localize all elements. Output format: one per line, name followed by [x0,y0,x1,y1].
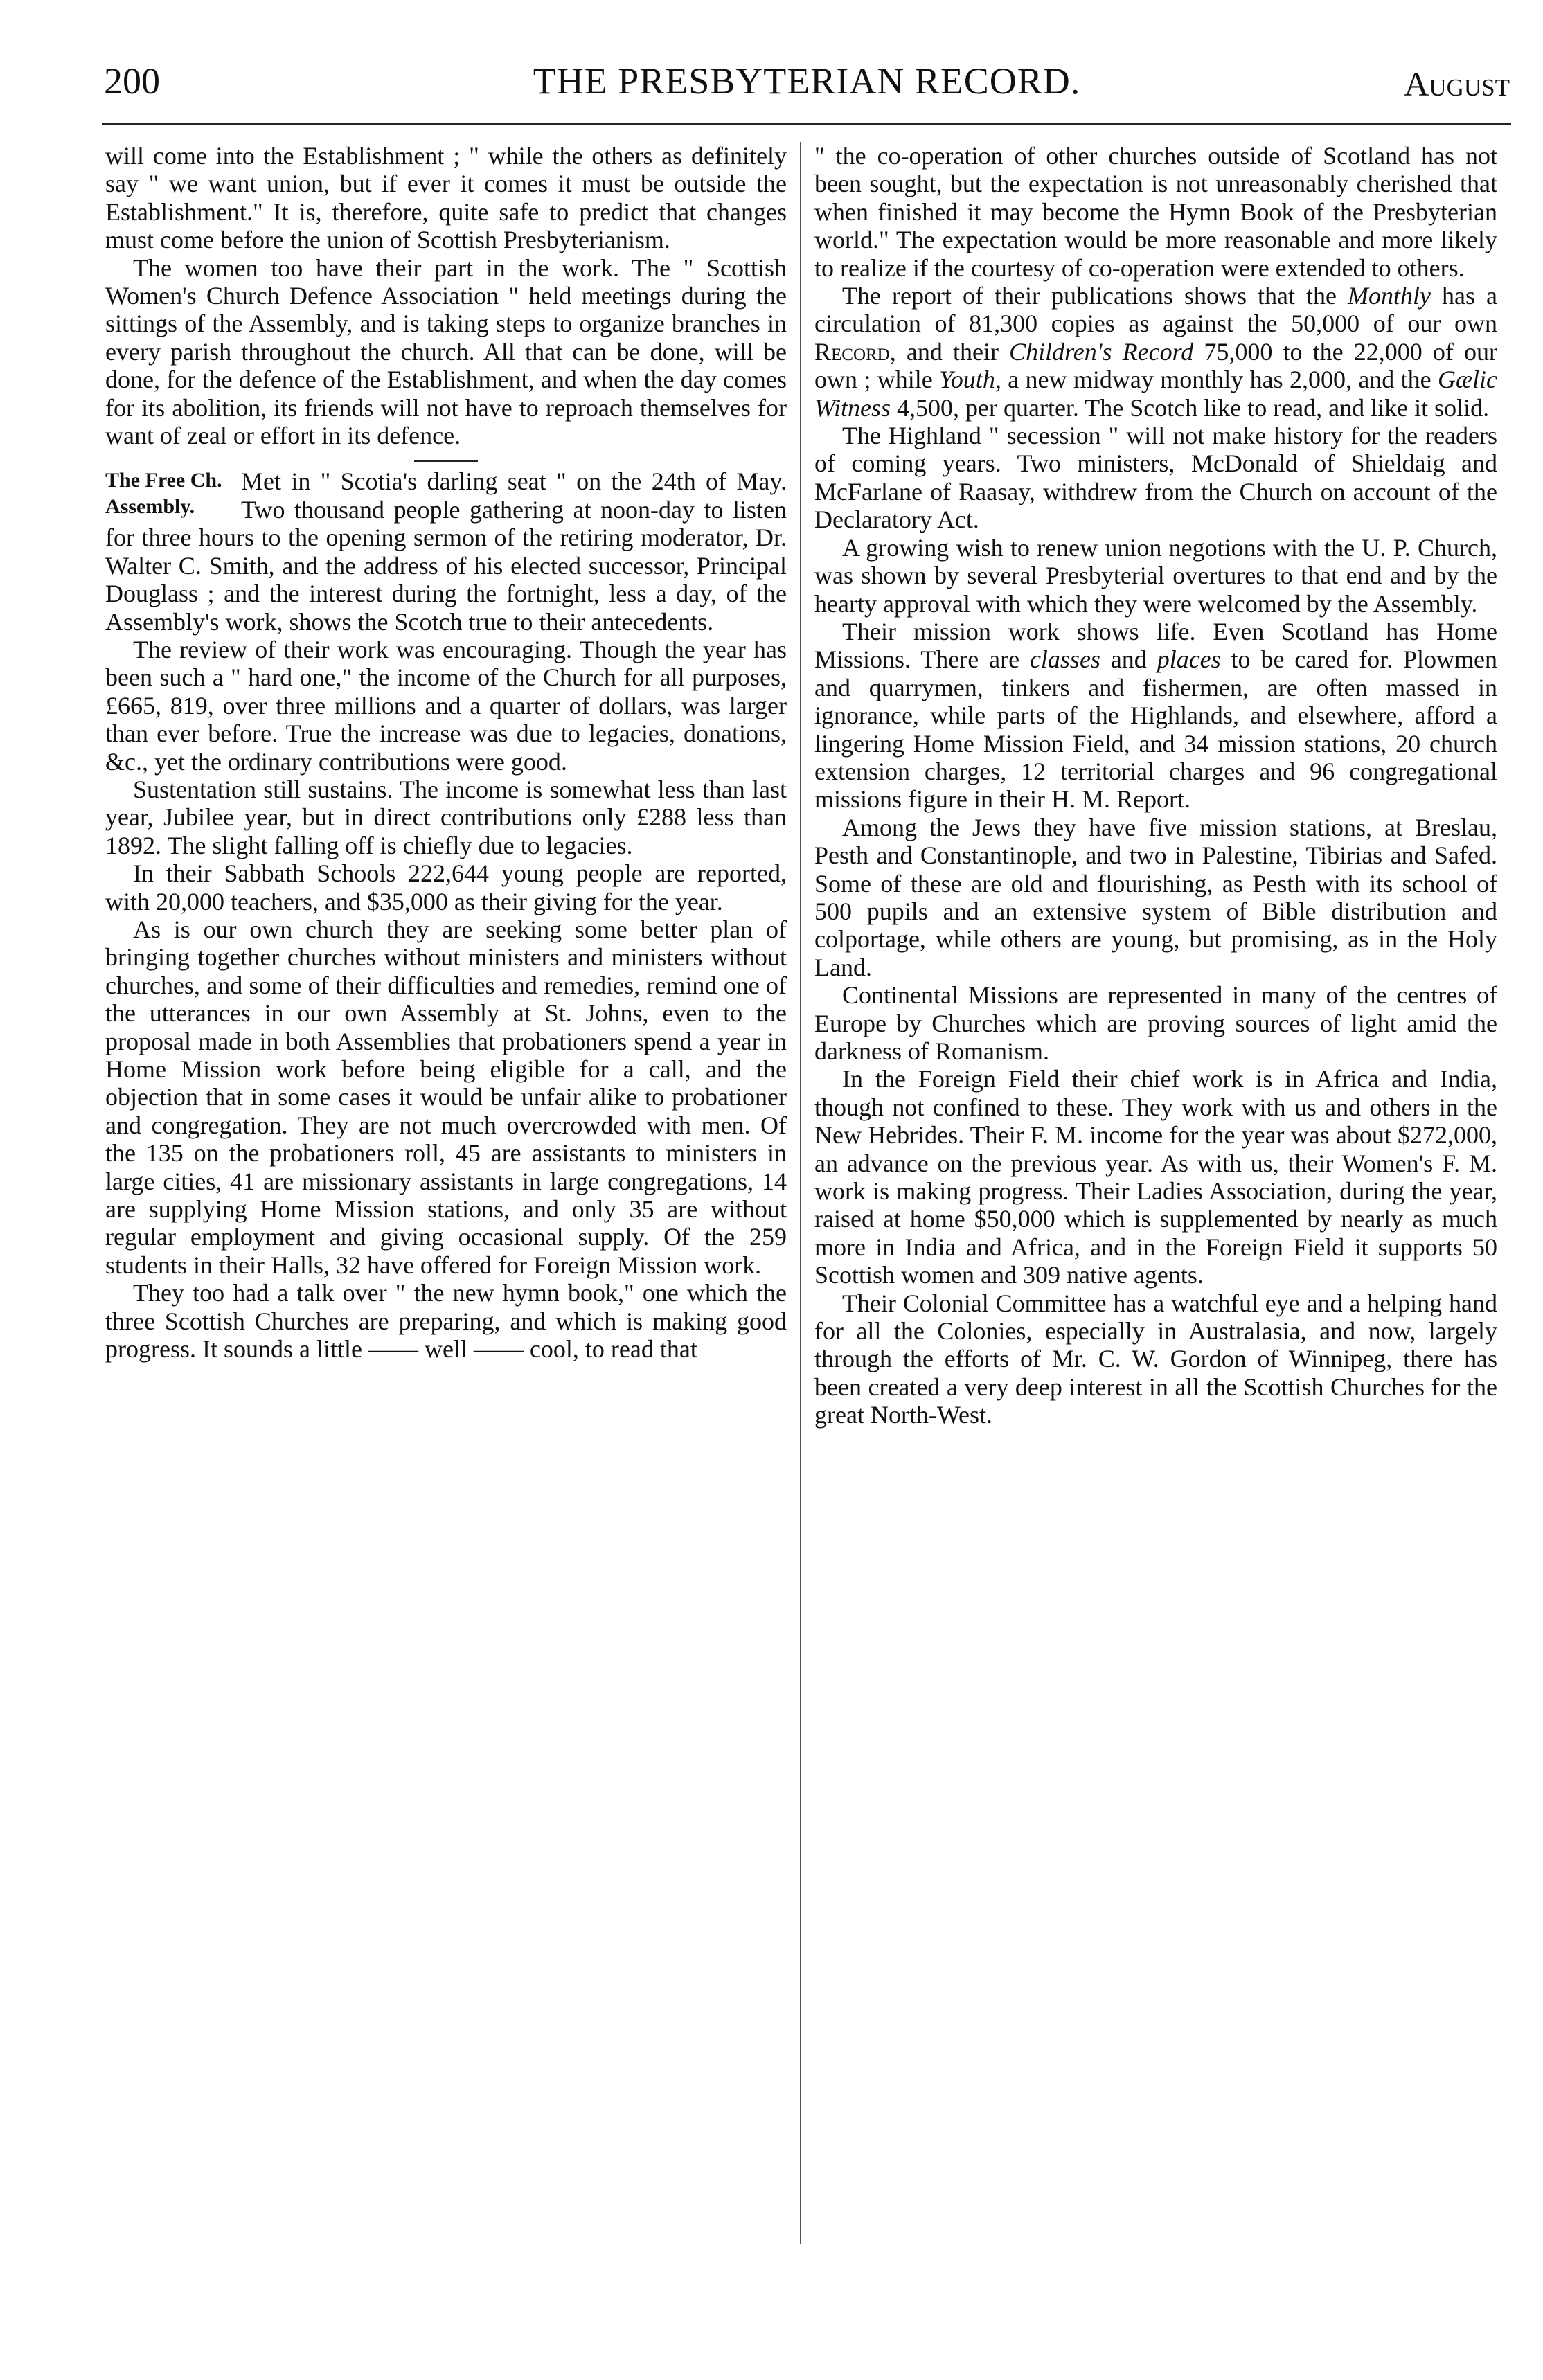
paragraph: The Highland " secession " will not make history for the readers of coming years. Two ministers, McDonald of Shieldaig and McFarlane of Raasay, withdrew from the Church on account of the Declaratory Act. [814,422,1497,534]
text-run: Their mission work shows life. Even Scotland has Home Missions. There are [814,617,1497,674]
paragraph: will come into the Establishment ; " while the others as definitely say " we want union, but if ever it comes it must be outside the Establishment." It is, therefore, quite safe to predict that changes must come before the union of Scottish Presbyterianism. [105,142,787,254]
side-heading-line: Assembly. [105,495,195,519]
paragraph: The women too have their part in the work. The " Scottish Women's Church Defence Association " held meetings during the sittings of the Assembly, and is taking steps to organize branches in every parish throughout the church. All that can be done, will be done, for the defence of the Establishment, and when the day comes for its abolition, its friends will not have to reproach themselves for want of zeal or effort in its defence. [105,253,787,450]
side-heading [105,467,230,520]
paragraph: The review of their work was encouraging. Though the year has been such a " hard one," the income of the Church for all purposes, £665, 819, over three millions and a quarter of dollars, was larger than ever before. True the increase was due to legacies, donations, &c., yet the ordinary contributions were good. [105,635,787,776]
emphasis: classes [1029,645,1100,674]
publication-name: Monthly [1348,282,1431,310]
paragraph: As is our own church they are seeking some better plan of bringing together churches without ministers and ministers without churches, and some of their difficulties and remedies, remind one of the utterances in our own Assembly at St. Johns, even to the proposal made in both Assemblies that probationers spend a year in Home Mission work before being eligible for a call, and the objection that in some cases it would be unfair alike to probationer and congregation. They are not much overcrowded with men. Of the 135 on the probationers roll, 45 are assistants to ministers in large cities, 41 are missionary assistants in large congregations, 14 are supplying Home Mission stations, and only 35 are without regular employment and giving occasional supply. Of the 259 students in their Halls, 32 have offered for Foreign Mission work. [105,915,787,1279]
right-column [814,142,1497,1429]
paragraph: Their Colonial Committee has a watchful eye and a helping hand for all the Colonies, especially in Australasia, and now, largely through the efforts of Mr. C. W. Gordon of Winnipeg, there has been created a very deep interest in all the Scottish Churches for the great North-West. [814,1289,1497,1429]
paragraph: Sustentation still sustains. The income is somewhat less than last year, Jubilee year, but in direct contributions only £288 less than 1892. The slight falling off is chiefly due to legacies. [105,775,787,859]
paragraph-missions [814,618,1497,814]
paragraph-publications [814,282,1497,422]
paragraph-text: Met in " Scotia's darling seat " on the 24th of May. Two thousand people gathering at noon-day to listen for three hours to the opening sermon of the retiring moderator, Dr. Walter C. Smith, and the address of his elected successor, Principal Douglass ; and the interest during the fortnight, less a day, of the Assembly's work, shows the Scotch true to their antecedents. [105,467,787,636]
header-rule [102,123,1511,125]
text-run: , a new midway monthly has 2,000, and the [995,366,1438,394]
publication-name: Record [814,337,890,366]
paragraph: Among the Jews they have five mission stations, at Breslau, Pesth and Constantinople, and two in Palestine, Tibirias and Safed. Some of these are old and flourishing, as Pesth with its school of 500 pupils and an extensive system of Bible distribution and colportage, while others are young, but promising, as in the Holy Land. [814,813,1497,981]
side-heading-line: The Free Ch. [105,469,222,492]
publication-name: Youth [939,366,995,394]
publication-name: Gælic Witness [814,366,1498,422]
paragraph-free-church-assembly [105,467,787,635]
publication-name: Children's Record [1009,337,1194,366]
paragraph: They too had a talk over " the new hymn book," one which the three Scottish Churches are preparing, and which is making good progress. It sounds a little —— well —— cool, to read that [105,1279,787,1363]
issue-month: August [1404,64,1510,103]
text-run: The report of their publications shows that the [842,282,1348,310]
text-run: 75,000 to the 22,000 of our own ; while [814,337,1498,394]
journal-title: THE PRESBYTERIAN RECORD. [533,60,1081,102]
paragraph: In their Sabbath Schools 222,644 young people are reported, with 20,000 teachers, and $35,000 as their giving for the year. [105,859,787,915]
text-run: and [1100,645,1157,674]
paragraph: Continental Missions are represented in many of the centres of Europe by Churches which are proving sources of light amid the darkness of Romanism. [814,981,1497,1065]
paragraph: In the Foreign Field their chief work is in Africa and India, though not confined to these. They work with us and others in the New Hebrides. Their F. M. income for the year was about $272,000, an advance on the previous year. As with us, their Women's F. M. work is making progress. Their Ladies Association, during the year, raised at home $50,000 which is supplemented by nearly as much more in India and Africa, and in the Foreign Field it supports 50 Scottish women and 309 native agents. [814,1065,1497,1289]
running-header [104,60,1510,115]
text-run: has a circulation of 81,300 copies as against the 50,000 of our own [814,282,1498,338]
column-divider [800,142,801,2244]
page-number: 200 [104,60,160,102]
section-divider [414,460,478,462]
text-run: 4,500, per quarter. The Scotch like to read, and like it solid. [891,393,1490,422]
paragraph: A growing wish to renew union negotions with the U. P. Church, was shown by several Presbyterial overtures to that end and by the hearty approval with which they were welcomed by the Assembly. [814,533,1497,618]
paragraph: " the co-operation of other churches outside of Scotland has not been sought, but the expectation is not unreasonably cherished that when finished it may become the Hymn Book of the Presbyterian world." The expectation would be more reasonable and more likely to realize if the courtesy of co-operation were extended to others. [814,142,1497,282]
text-run: to be cared for. Plowmen and quarrymen, tinkers and fishermen, are often massed in ignorance, while parts of the Highlands, and elsewhere, afford a lingering Home Mission Field, and 34 mission stations, 20 church extension charges, 12 territorial charges and 96 congregational missions figure in their H. M. Report. [814,645,1497,814]
text-run: , and their [889,337,1010,366]
left-column [105,142,787,1363]
emphasis: places [1157,645,1221,674]
